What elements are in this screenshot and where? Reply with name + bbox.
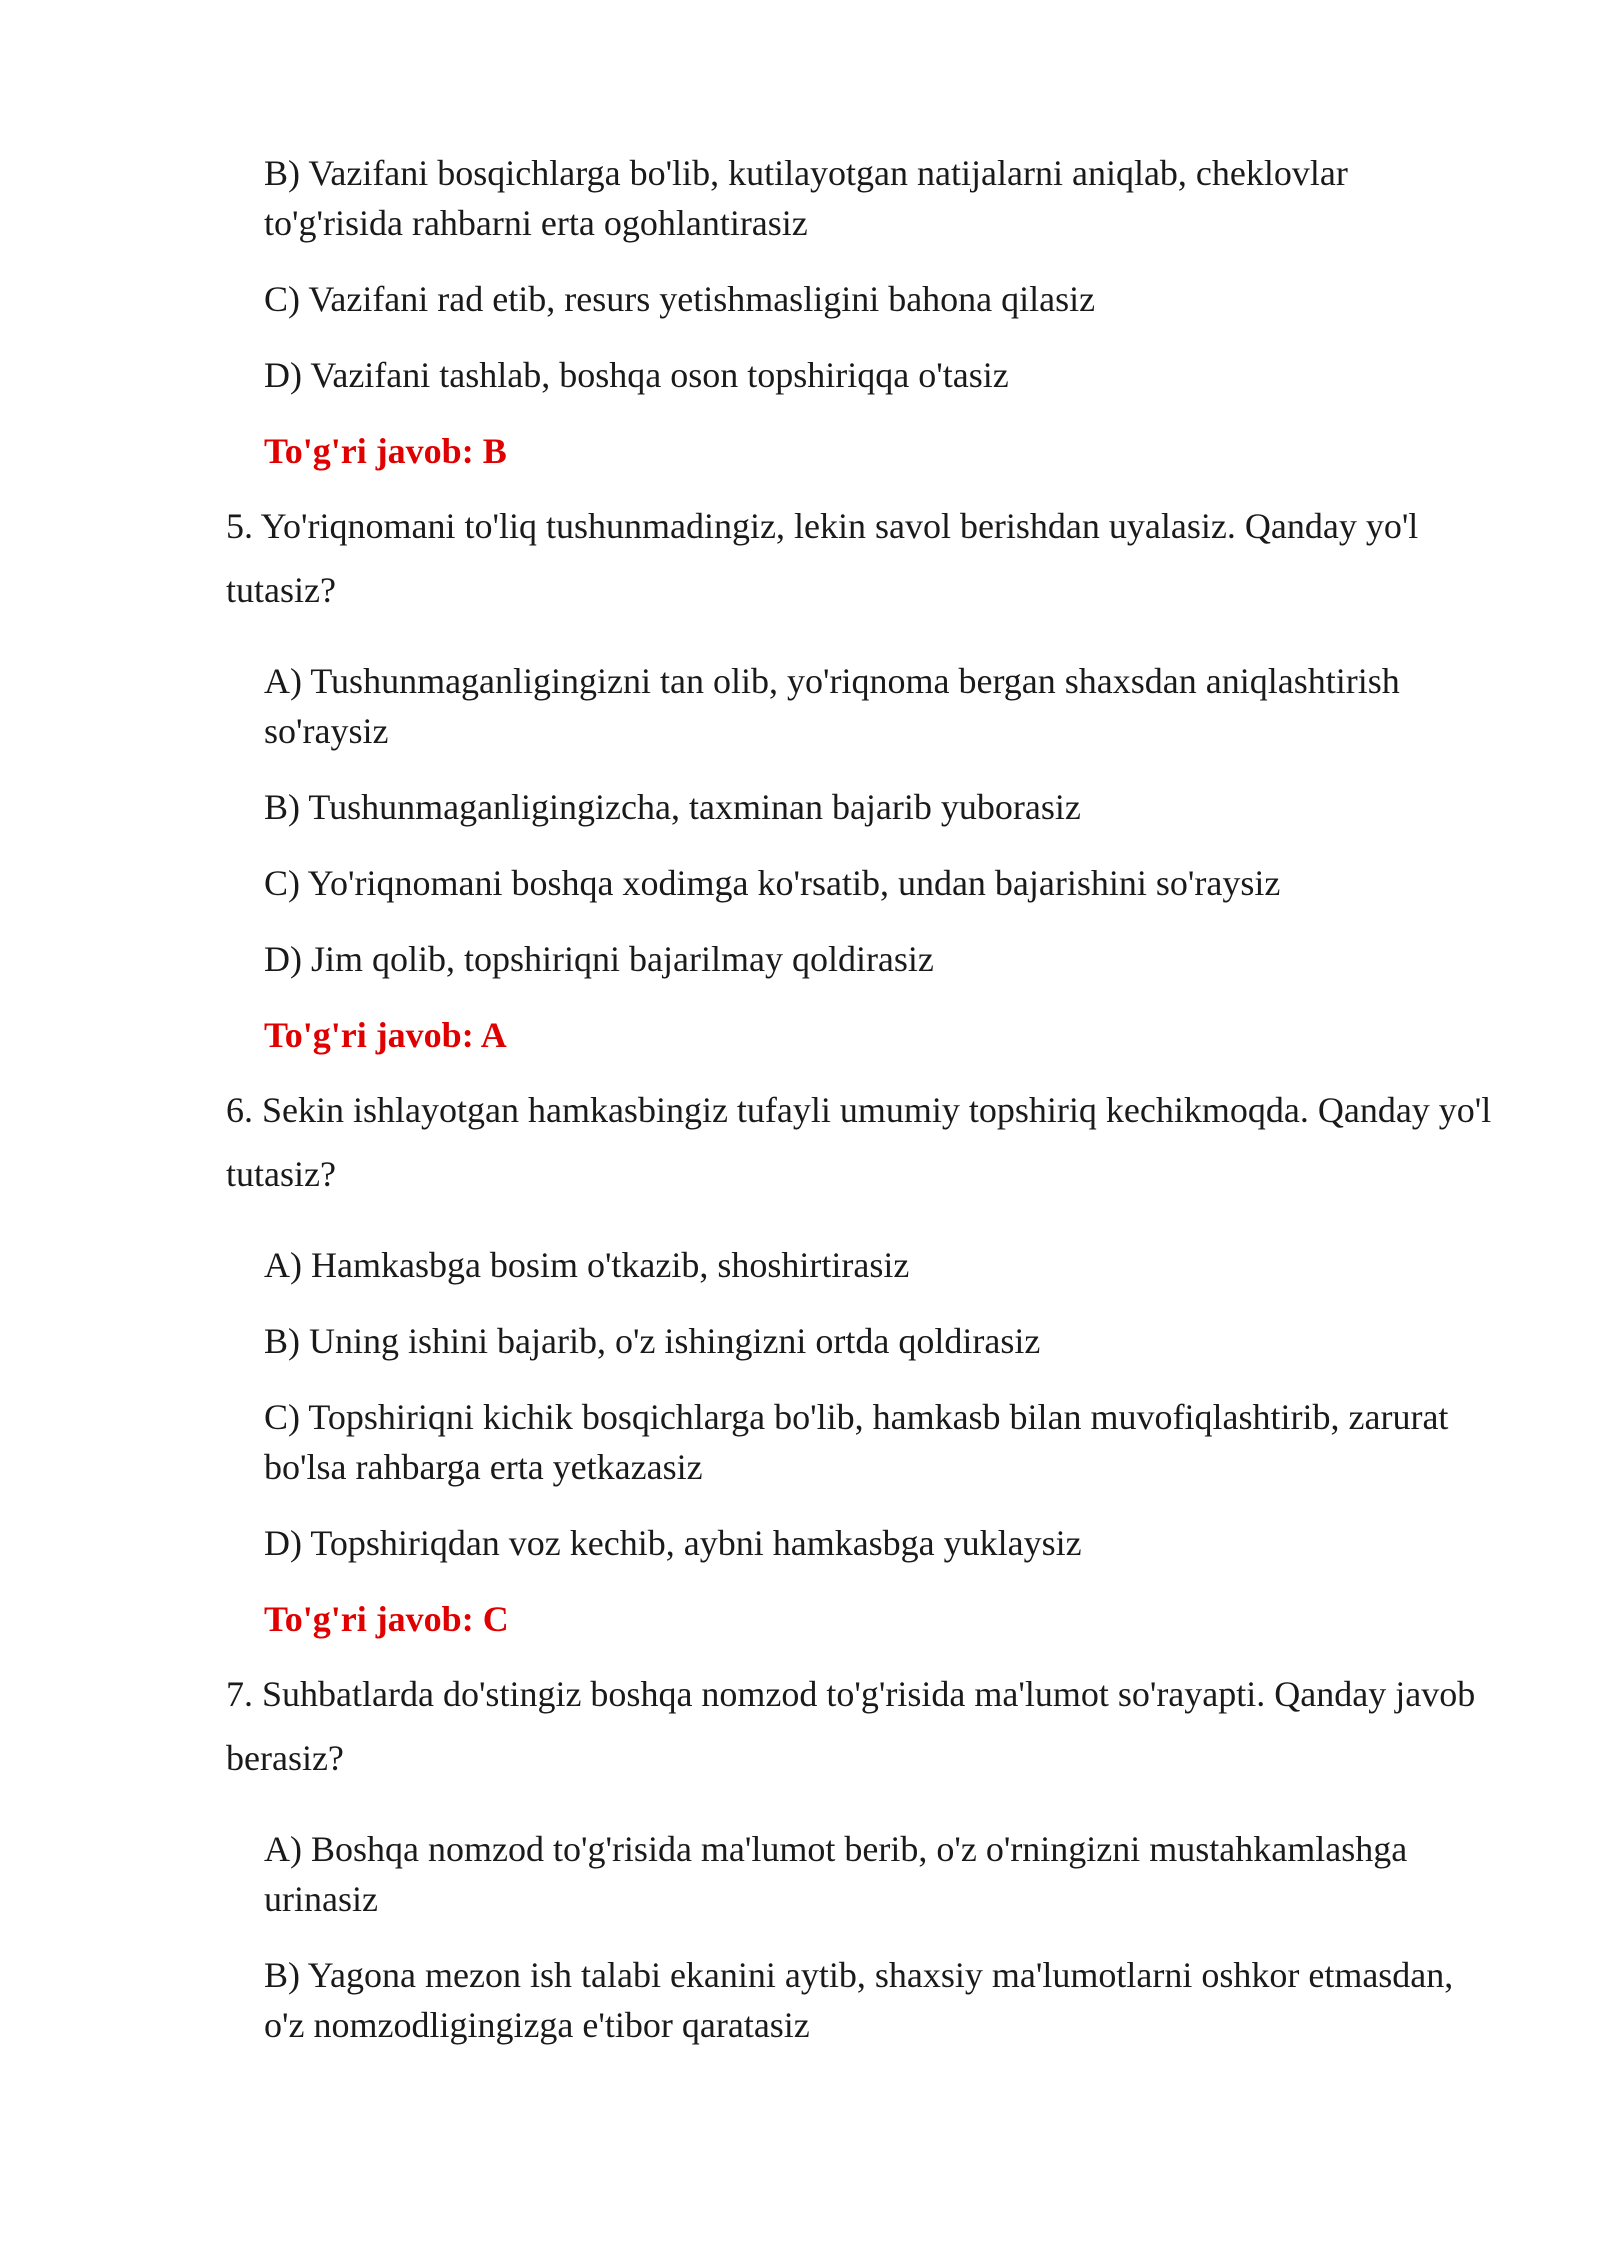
q4-option-c: C) Vazifani rad etib, resurs yetishmasligini bahona qilasiz (264, 279, 1096, 319)
q7-question: 7. Suhbatlarda do'stingiz boshqa nomzod to'g'risida ma'lumot so'rayapti. Qanday javob berasiz? (226, 1674, 1476, 1778)
q5-option-b: B) Tushunmaganligingizcha, taxminan bajarib yuborasiz (264, 787, 1081, 827)
q5-option-c: C) Yo'riqnomani boshqa xodimga ko'rsatib, undan bajarishini so'raysiz (264, 863, 1281, 903)
q5-correct-answer: To'g'ri javob: A (264, 1015, 507, 1055)
q6-option-d: D) Topshiriqdan voz kechib, aybni hamkasbga yuklaysiz (264, 1523, 1082, 1563)
q6-question: 6. Sekin ishlayotgan hamkasbingiz tufayli umumiy topshiriq kechikmoqda. Qanday yo'l tutasiz? (226, 1090, 1492, 1194)
q6-option-b: B) Uning ishini bajarib, o'z ishingizni ortda qoldirasiz (264, 1321, 1041, 1361)
q6-correct-answer: To'g'ri javob: C (264, 1599, 509, 1639)
q6-option-c: C) Topshiriqni kichik bosqichlarga bo'lib, hamkasb bilan muvofiqlashtirib, zarurat bo'lsa rahbarga erta yetkazasiz (264, 1397, 1449, 1487)
q7-option-a: A) Boshqa nomzod to'g'risida ma'lumot berib, o'z o'rningizni mustahkamlashga urinasiz (264, 1829, 1408, 1919)
q5-option-a: A) Tushunmaganligingizni tan olib, yo'riqnoma bergan shaxsdan aniqlashtirish so'raysiz (264, 661, 1400, 751)
q4-option-d: D) Vazifani tashlab, boshqa oson topshiriqqa o'tasiz (264, 355, 1009, 395)
q4-option-b: B) Vazifani bosqichlarga bo'lib, kutilayotgan natijalarni aniqlab, cheklovlar to'g'risida rahbarni erta ogohlantirasiz (264, 153, 1348, 243)
q7-option-b: B) Yagona mezon ish talabi ekanini aytib, shaxsiy ma'lumotlarni oshkor etmasdan, o'z nomzodligingizga e'tibor qaratasiz (264, 1955, 1454, 2045)
q4-correct-answer: To'g'ri javob: B (264, 431, 507, 471)
q6-option-a: A) Hamkasbga bosim o'tkazib, shoshirtirasiz (264, 1245, 910, 1285)
q5-option-d: D) Jim qolib, topshiriqni bajarilmay qoldirasiz (264, 939, 934, 979)
q5-question: 5. Yo'riqnomani to'liq tushunmadingiz, lekin savol berishdan uyalasiz. Qanday yo'l tutasiz? (226, 506, 1419, 610)
